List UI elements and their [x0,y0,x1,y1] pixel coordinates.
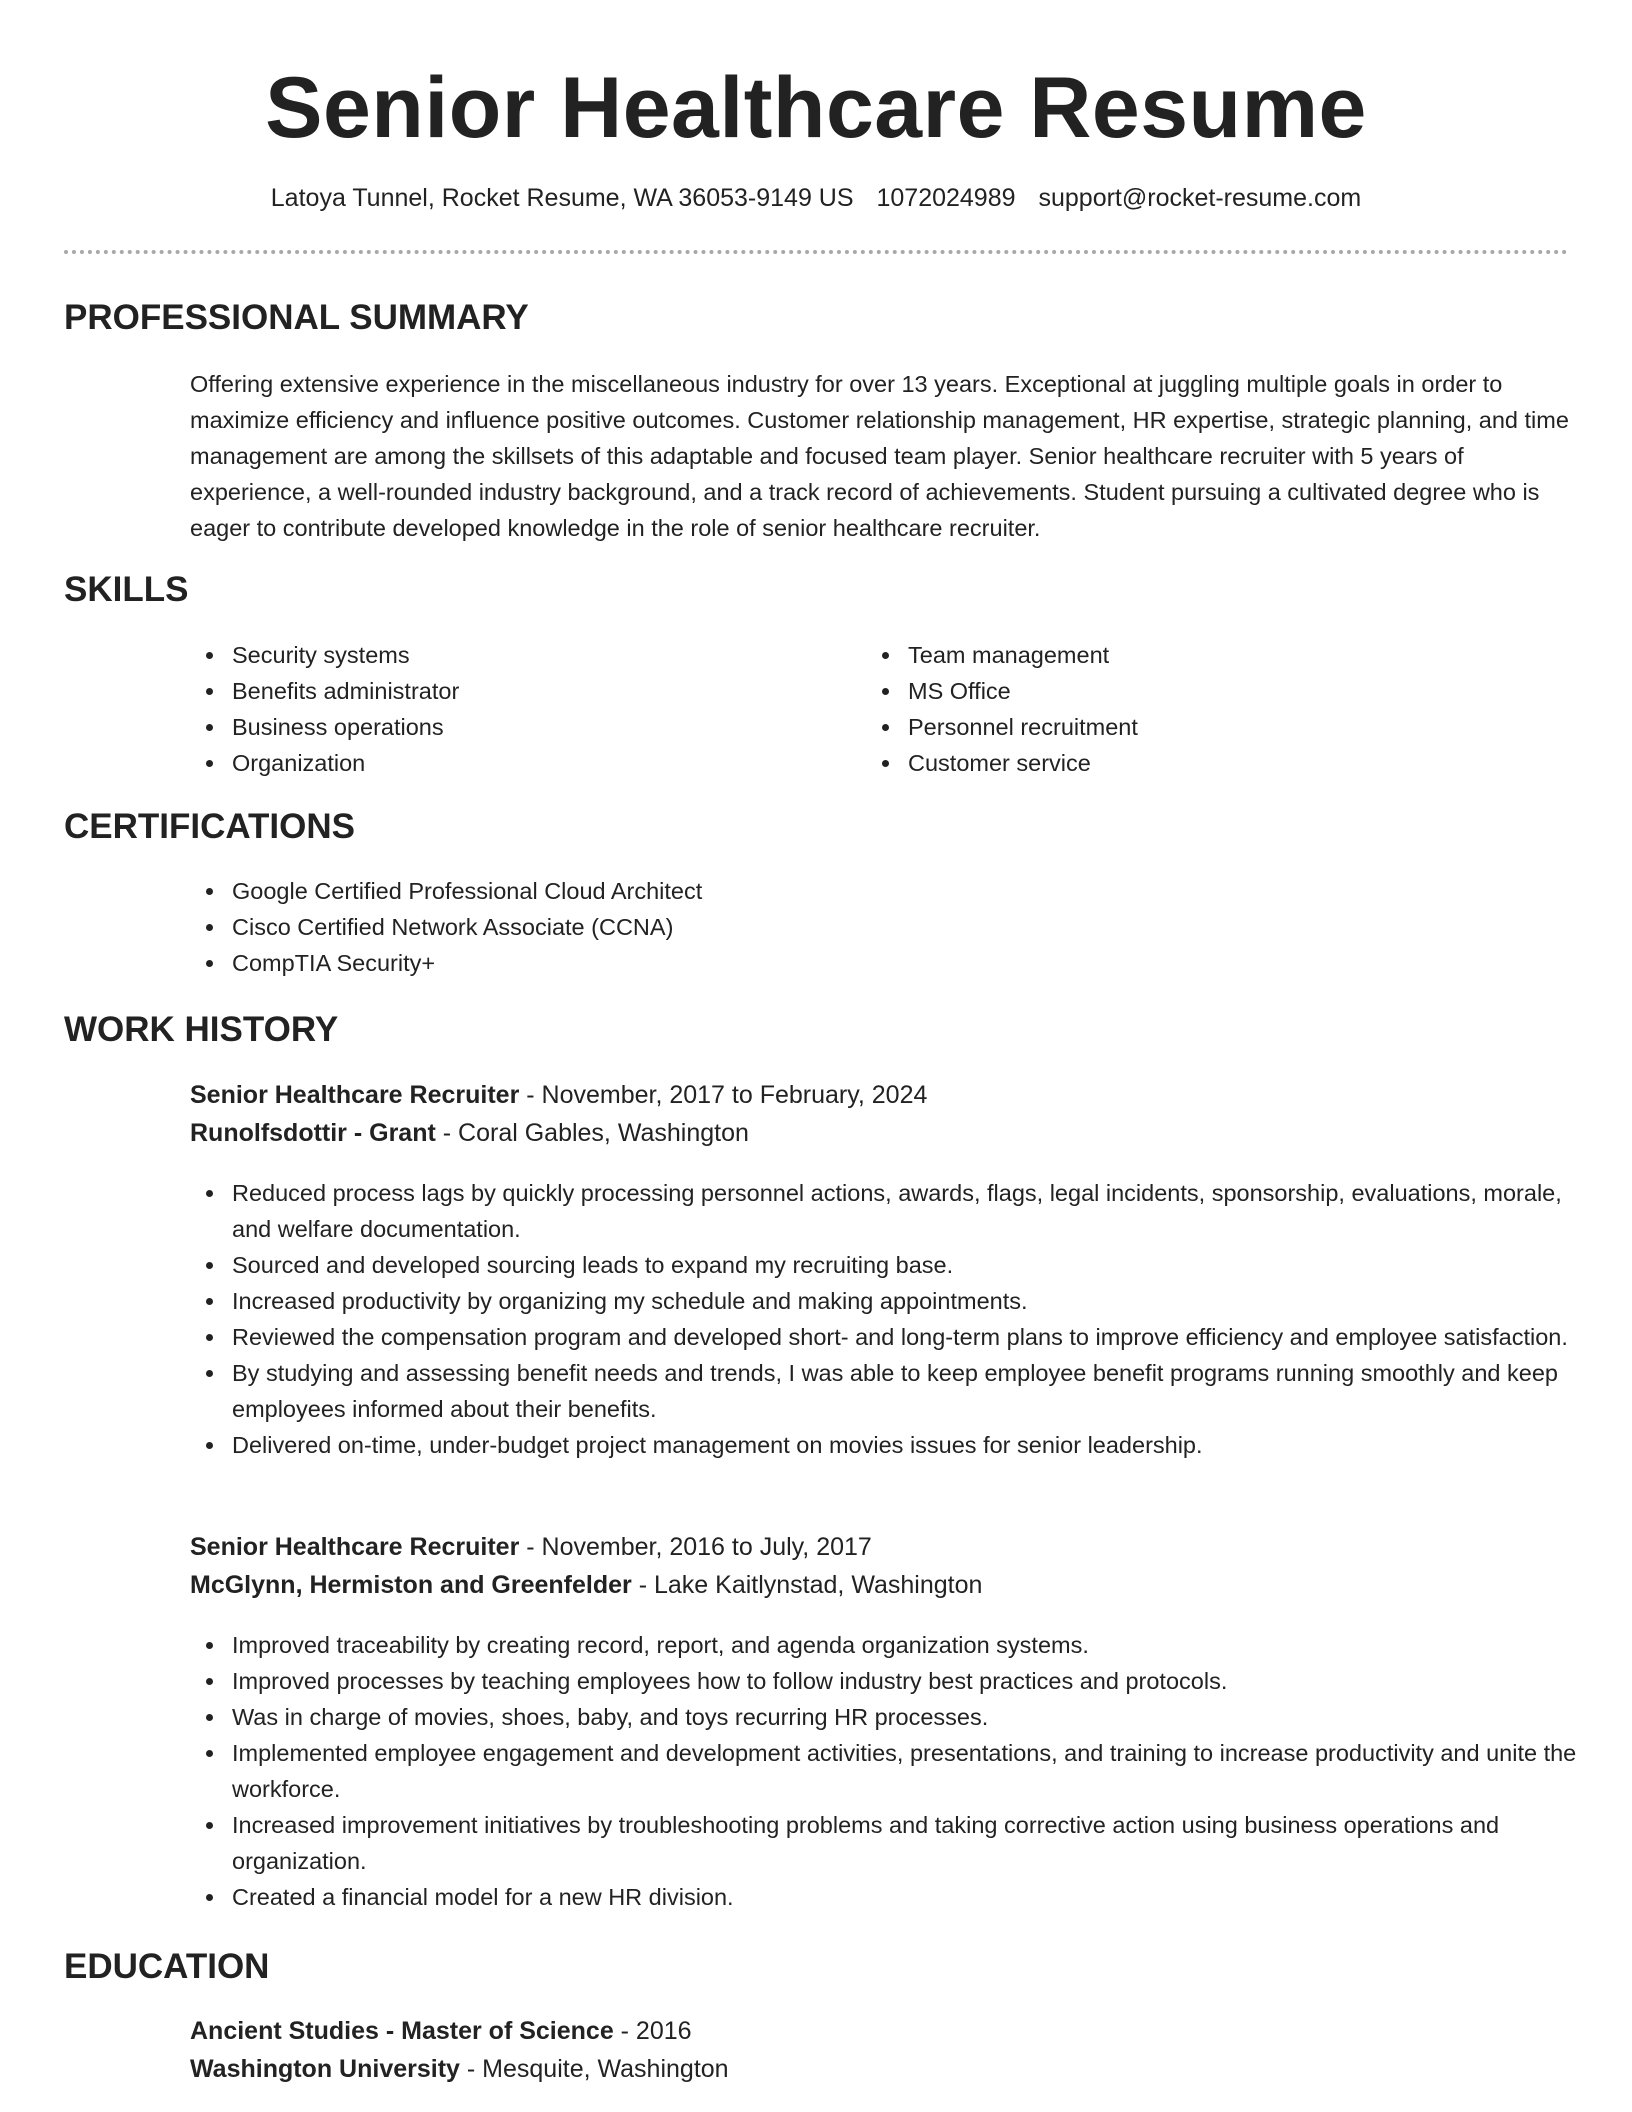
certification-item: Google Certified Professional Cloud Architect [232,873,1532,909]
job-bullet: Improved processes by teaching employees how to follow industry best practices and protocols. [232,1663,1592,1699]
skill-item: Organization [232,745,852,781]
education-heading: EDUCATION [64,1947,270,1986]
education-school: Washington University [190,2055,460,2083]
contact-phone: 1072024989 [876,184,1016,212]
job-bullet: Implemented employee engagement and development activities, presentations, and training to increase productivity and unite the workforce. [232,1735,1592,1807]
job-location: - Lake Kaitlynstad, Washington [631,1571,983,1599]
job-dates: - November, 2016 to July, 2017 [519,1533,872,1561]
certifications-heading: CERTIFICATIONS [64,807,356,846]
job-bullet: Improved traceability by creating record, report, and agenda organization systems. [232,1627,1592,1663]
summary-text: Offering extensive experience in the miscellaneous industry for over 13 years. Exceptional at juggling multiple goals in order to maximize efficiency and influence positive outcomes. Customer relationship management, HR expertise, strategic planning, and time management are among the skillsets of this adaptable and focused team player. Senior healthcare recruiter with 5 years of experience, a well-rounded industry background, and a track record of achievements. Student pursuing a cultivated degree who is eager to contribute developed knowledge in the role of senior healthcare recruiter. [190,371,1569,541]
skill-item: Team management [908,637,1568,673]
job-bullet: Increased productivity by organizing my schedule and making appointments. [232,1283,1592,1319]
certification-item: Cisco Certified Network Associate (CCNA) [232,909,1532,945]
job-title-line [190,1077,927,1113]
skill-item: Personnel recruitment [908,709,1568,745]
job-bullets [190,1175,1592,1463]
job-company: Runolfsdottir - Grant [190,1119,436,1147]
contact-address: Latoya Tunnel, Rocket Resume, WA 36053-9149 US [270,184,854,212]
job-bullet: Delivered on-time, under-budget project management on movies issues for senior leadership. [232,1427,1592,1463]
job-bullet: Sourced and developed sourcing leads to expand my recruiting base. [232,1247,1592,1283]
skills-list-left [190,637,852,781]
skill-item: Business operations [232,709,852,745]
education-location: - Mesquite, Washington [459,2055,729,2083]
header-divider [64,250,1568,254]
contact-email: support@rocket-resume.com [1038,184,1362,212]
work-history-heading: WORK HISTORY [64,1010,339,1049]
job-bullet: Was in charge of movies, shoes, baby, and toys recurring HR processes. [232,1699,1592,1735]
job-bullet: Created a financial model for a new HR division. [232,1879,1592,1915]
job-bullet: By studying and assessing benefit needs and trends, I was able to keep employee benefit programs running smoothly and keep employees informed about their benefits. [232,1355,1592,1427]
certification-item: CompTIA Security+ [232,945,1532,981]
skill-item: Benefits administrator [232,673,852,709]
job-bullets [190,1627,1592,1915]
job-company-line [190,1567,982,1603]
job-title: Senior Healthcare Recruiter [190,1533,520,1561]
job-bullet: Increased improvement initiatives by troubleshooting problems and taking corrective action using business operations and organization. [232,1807,1592,1879]
job-location: - Coral Gables, Washington [435,1119,749,1147]
skill-item: Security systems [232,637,852,673]
job-dates: - November, 2017 to February, 2024 [519,1081,928,1109]
education-school-line [190,2051,729,2087]
skills-list-right [866,637,1568,781]
skill-item: MS Office [908,673,1568,709]
job-bullet: Reduced process lags by quickly processing personnel actions, awards, flags, legal incidents, sponsorship, evaluations, morale, and welfare documentation. [232,1175,1592,1247]
job-company: McGlynn, Hermiston and Greenfelder [190,1571,632,1599]
education-degree-line [190,2013,692,2049]
skill-item: Customer service [908,745,1568,781]
summary-heading: PROFESSIONAL SUMMARY [64,298,529,337]
job-bullet: Reviewed the compensation program and developed short- and long-term plans to improve efficiency and employee satisfaction. [232,1319,1592,1355]
contact-line [0,180,1632,216]
resume-title: Senior Healthcare Resume [265,60,1367,156]
job-title: Senior Healthcare Recruiter [190,1081,520,1109]
job-company-line [190,1115,749,1151]
education-year: - 2016 [613,2017,692,2045]
certifications-list [190,873,1532,981]
education-degree: Ancient Studies - Master of Science [190,2017,614,2045]
job-title-line [190,1529,872,1565]
skills-heading: SKILLS [64,570,189,609]
